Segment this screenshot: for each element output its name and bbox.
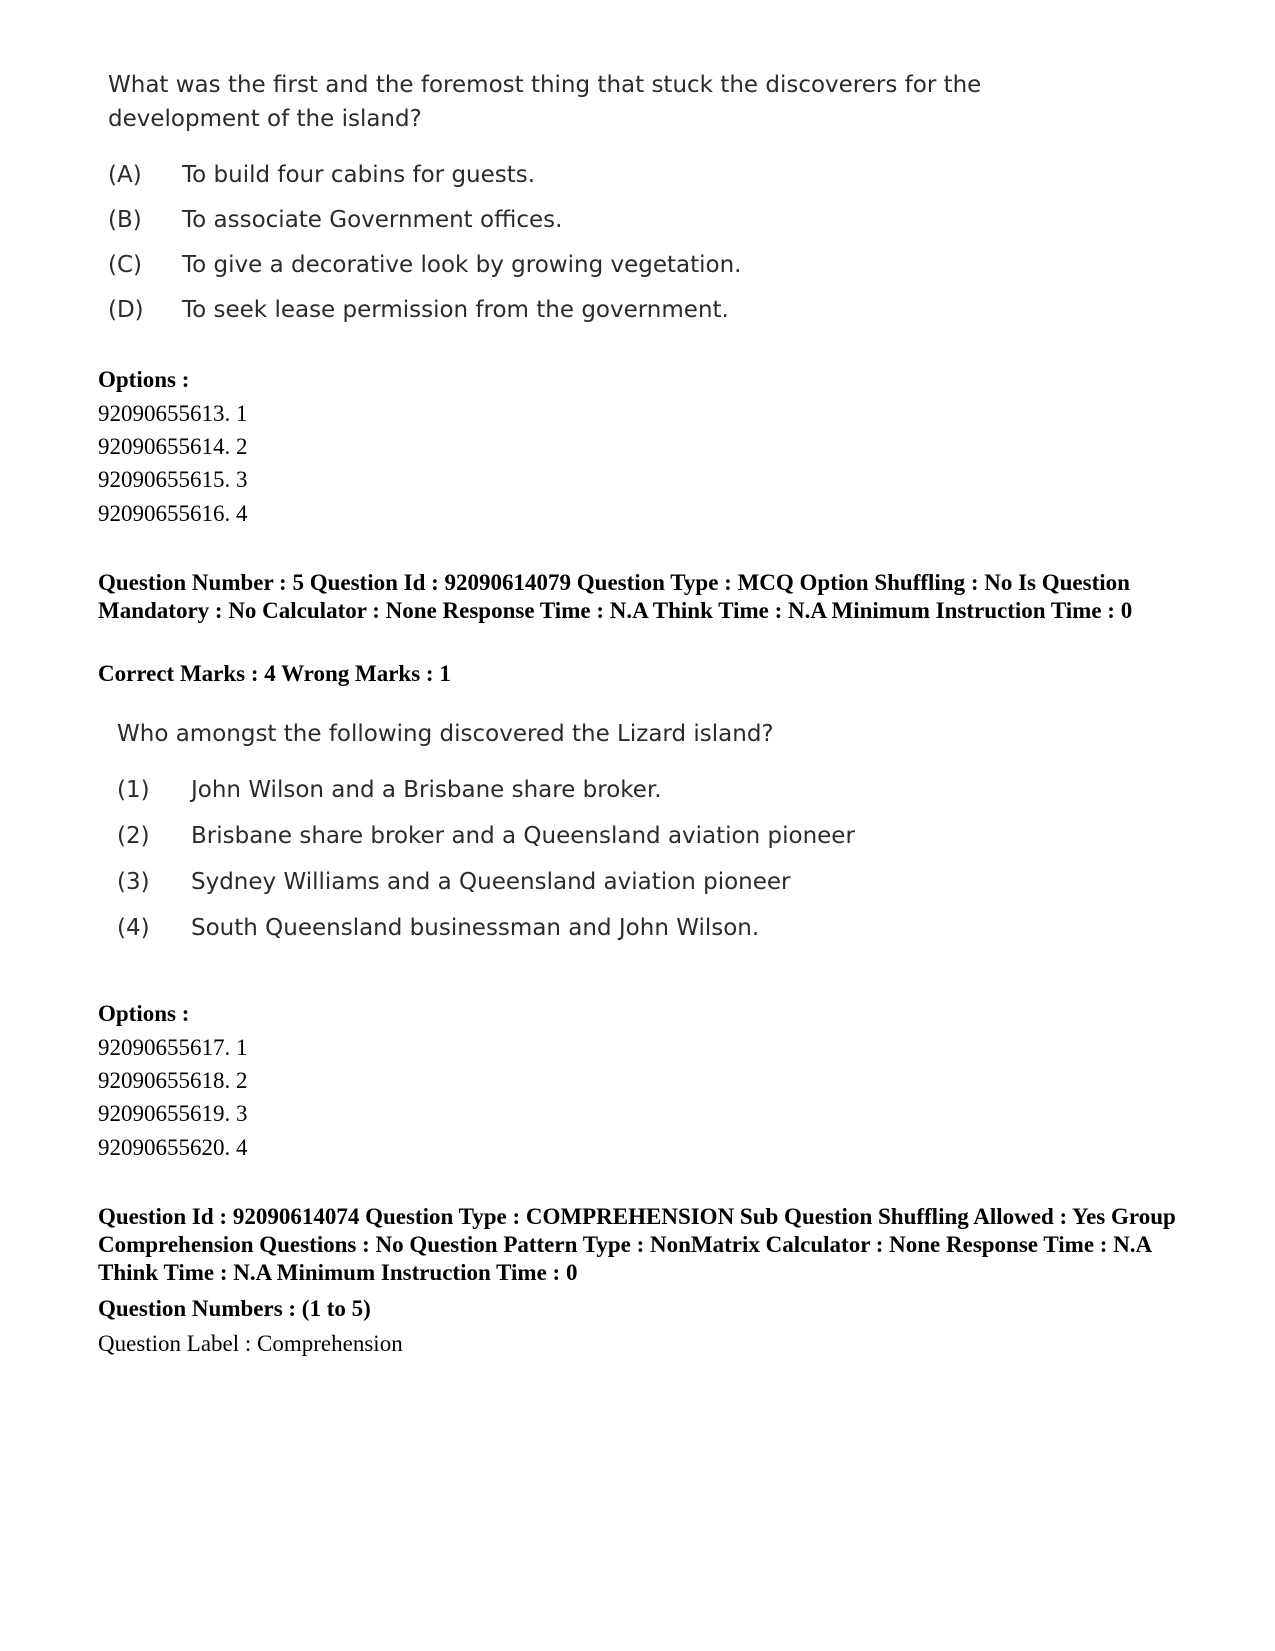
q5-choice-3-label: (3) (117, 869, 150, 895)
comprehension-question-label: Question Label : Comprehension (98, 1331, 403, 1356)
q4-option-2: 92090655614. 2 (98, 434, 248, 459)
q4-options-heading: Options : (98, 367, 190, 392)
q5-choice-1-text: John Wilson and a Brisbane share broker. (191, 777, 662, 803)
q5-marks: Correct Marks : 4 Wrong Marks : 1 (98, 661, 451, 686)
q5-choice-2-label: (2) (117, 823, 150, 849)
q4-choice-d-text: To seek lease permission from the government. (182, 297, 729, 323)
q4-choice-a-text: To build four cabins for guests. (182, 162, 536, 188)
q5-option-1: 92090655617. 1 (98, 1035, 248, 1060)
q5-choice-1-label: (1) (117, 777, 150, 803)
q4-choice-a-label: (A) (108, 162, 142, 188)
q4-choice-b-text: To associate Government offices. (182, 207, 563, 233)
q5-meta: Question Number : 5 Question Id : 92090614079 Question Type : MCQ Option Shuffling : No Is Question Mandatory : No Calculator : None Response Time : N.A Think Time : N.A Minimum Instruction Time : 0 (98, 570, 1133, 623)
q5-choice-4-text: South Queensland businessman and John Wilson. (191, 915, 760, 941)
q4-option-3: 92090655615. 3 (98, 467, 248, 492)
question-5-text: Who amongst the following discovered the Lizard island? (117, 721, 774, 747)
q5-option-4: 92090655620. 4 (98, 1135, 248, 1160)
q5-options-heading: Options : (98, 1001, 190, 1026)
comprehension-meta: Question Id : 92090614074 Question Type : COMPREHENSION Sub Question Shuffling Allowed : Yes Group Comprehension Questions : No Question Pattern Type : NonMatrix Calculator : None Response Time : N.A Think Time : N.A Minimum Instruction Time : 0 (98, 1204, 1176, 1285)
q4-choice-b-label: (B) (108, 207, 142, 233)
q5-choice-4-label: (4) (117, 915, 150, 941)
comprehension-question-numbers: Question Numbers : (1 to 5) (98, 1296, 371, 1321)
q5-choice-2-text: Brisbane share broker and a Queensland aviation pioneer (191, 823, 855, 849)
q4-choice-d-label: (D) (108, 297, 144, 323)
q4-choice-c-label: (C) (108, 252, 143, 278)
q5-option-2: 92090655618. 2 (98, 1068, 248, 1093)
q4-option-4: 92090655616. 4 (98, 501, 248, 526)
q5-choice-3-text: Sydney Williams and a Queensland aviation pioneer (191, 869, 791, 895)
q5-option-3: 92090655619. 3 (98, 1101, 248, 1126)
q4-option-1: 92090655613. 1 (98, 401, 248, 426)
q4-choice-c-text: To give a decorative look by growing vegetation. (182, 252, 742, 278)
question-4-text: What was the first and the foremost thing that stuck the discoverers for the development of the island? (108, 72, 982, 132)
